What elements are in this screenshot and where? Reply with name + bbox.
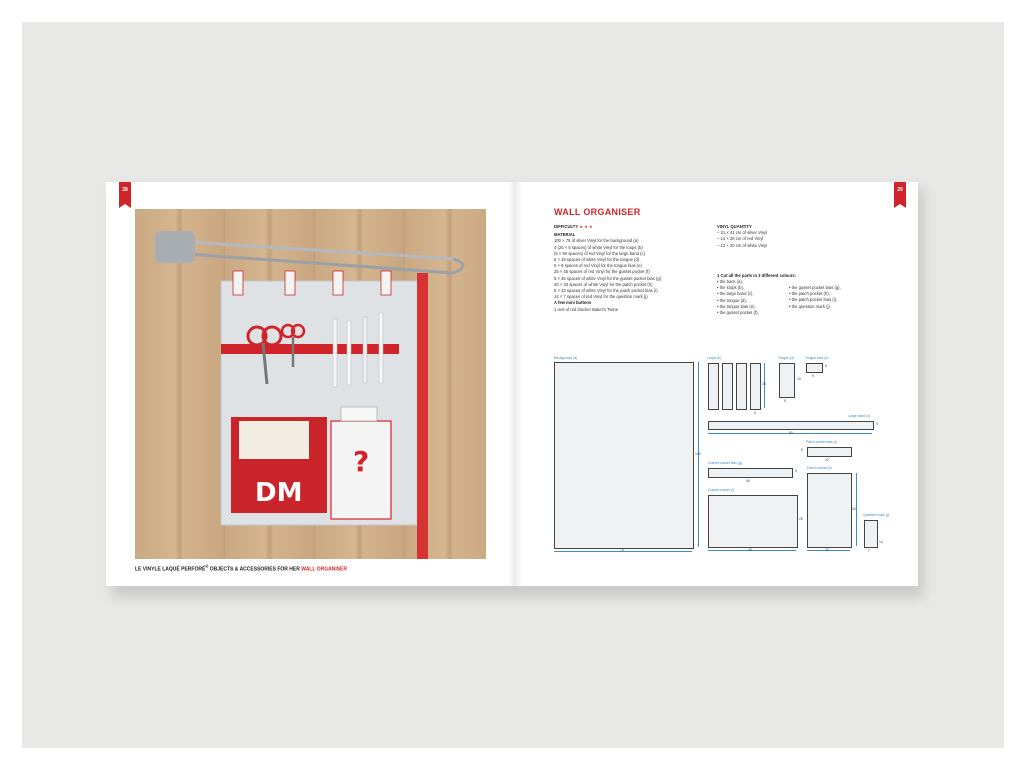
piece-loop — [722, 363, 733, 410]
page-title: WALL ORGANISER — [554, 207, 641, 217]
material-item: 5 × 19 spaces of white Vinyl for the tongue (d) — [554, 257, 640, 263]
dim-patch-pocket-h: 40 — [852, 507, 856, 511]
material-item: 40 × 33 spaces of white Vinyl for the patch pocket (h) — [554, 281, 653, 287]
pocket-letters: DM — [255, 478, 303, 508]
piece-label-tongue-bias: Tongue bias (e) — [805, 356, 829, 360]
ruler-icon — [417, 273, 428, 559]
piece-label-large-band: Large band (c) — [848, 414, 871, 418]
difficulty-label: DIFFICULTY — [554, 224, 579, 229]
material-item: (5 × 90 spaces) of red Vinyl for the large band (c) — [554, 250, 646, 256]
dim-large-band-w: 90 — [789, 431, 793, 435]
book-gutter — [508, 182, 522, 586]
caption-accent: WALL ORGANISER — [301, 566, 347, 573]
dim-patch-pocket-bias-w: 22 — [825, 458, 829, 462]
piece-gusset-pocket — [708, 495, 798, 548]
caption-registered-mark: ® — [205, 564, 209, 569]
cut-item: • the loops (b), — [717, 285, 745, 291]
piece-label-question-mark: Question mark (j) — [863, 513, 890, 517]
dim-tongue-w: 5 — [784, 399, 786, 403]
material-item: A few mini buttons — [554, 300, 592, 306]
piece-large-band — [708, 421, 874, 430]
piece-background — [554, 362, 694, 549]
dim-background-w: 75 — [620, 548, 624, 552]
dim-gusset-pocket-w: 45 — [748, 548, 752, 552]
dim-tongue-h: 19 — [797, 377, 801, 381]
vinyl-item: – 31 × 41 cm of silver Vinyl — [717, 230, 768, 236]
dim-question-mark-h: 14 — [879, 540, 883, 544]
material-item: 100 × 75 of silver Vinyl for the background (a) — [554, 238, 639, 244]
material-column — [554, 224, 714, 313]
red-band — [221, 344, 399, 354]
piece-label-background: Background (a) — [554, 356, 578, 360]
vinyl-item: – 12 × 20 cm of white Vinyl — [717, 242, 768, 248]
safety-pin-icon — [155, 231, 463, 273]
dim-patch-pocket-w: 33 — [825, 548, 829, 552]
piece-loop — [736, 363, 747, 410]
cut-item: • the patch pocket (h), — [789, 291, 830, 297]
dim-tongue-bias-h: 5 — [825, 364, 827, 368]
dim-loops-h: 25 — [762, 382, 766, 386]
vinyl-column — [717, 224, 892, 316]
vinyl-item: – 14 × 26 cm of red Vinyl — [717, 236, 764, 242]
caption-mid: OBJECTS & ACCESSORIES FOR HER — [208, 566, 302, 573]
piece-label-loops: Loops (b) — [707, 356, 722, 360]
dim-question-mark-w: 7 — [868, 549, 870, 553]
material-item: 25 × 45 spaces of red Vinyl for the gusset pocket (f) — [554, 269, 650, 275]
cut-item: • the tongue bias (e), — [717, 303, 756, 309]
left-page-number: 28 — [119, 182, 131, 204]
piece-label-patch-pocket: Patch pocket (h) — [807, 466, 832, 470]
cut-item: • the tongue (d), — [717, 297, 747, 303]
material-item: 5 × 22 spaces of white Vinyl for the patch pocket bias (i) — [554, 288, 658, 294]
cut-item: • the gusset pocket bias (g), — [789, 285, 841, 291]
material-item: 1 reel of red blocker Baker's Twine — [554, 306, 619, 312]
cut-item: • the patch pocket bias (i), — [789, 297, 838, 303]
piece-patch-pocket — [807, 473, 852, 548]
dim-patch-pocket-bias-h: 5 — [801, 448, 803, 452]
material-item: 4 (25 × 5 spaces) of white Vinyl for the loops (b) — [554, 244, 643, 250]
piece-tongue-bias — [806, 363, 823, 373]
wall-organiser-photo — [135, 209, 486, 559]
dim-large-band-h: 5 — [876, 422, 878, 426]
cut-item: • the gusset pocket (f), — [717, 310, 759, 316]
material-item: 14 × 7 spaces of red Vinyl for the question mark (j) — [554, 294, 648, 300]
cut-item: • the large band (c), — [717, 291, 754, 297]
cut-instructions: 1 Cut all the parts in 3 different colours: — [717, 272, 797, 278]
dim-gusset-pocket-bias-w: 45 — [746, 479, 750, 483]
material-item: 5 × 45 spaces of white Vinyl for the gusset pocket bias (g) — [554, 275, 662, 281]
photo-caption — [135, 564, 347, 573]
cut-item: • the back (a), — [717, 279, 743, 285]
difficulty-stars: ★ ★ ★ — [579, 224, 593, 229]
dim-loops-w: 5 — [754, 411, 756, 415]
caption-prefix: LE VINYLE LAQUÉ PERFORÉ — [135, 566, 206, 573]
piece-label-patch-pocket-bias: Patch pocket bias (i) — [806, 440, 837, 444]
piece-question-mark — [864, 520, 878, 548]
piece-patch-pocket-bias — [807, 447, 852, 457]
piece-gusset-pocket-bias — [708, 468, 793, 478]
piece-loop — [750, 363, 761, 410]
cut-item: • the question mark (j). — [789, 303, 831, 309]
vinyl-label: VINYL QUANTITY — [717, 224, 752, 229]
piece-label-gusset-pocket: Gusset pocket (f) — [708, 488, 734, 492]
material-item: 5 × 9 spaces of red Vinyl for the tongue bias (e) — [554, 263, 643, 269]
open-book-spread — [106, 182, 918, 586]
photo-illustration — [135, 209, 486, 559]
piece-loop — [708, 363, 719, 410]
piece-tongue — [779, 363, 795, 398]
material-label: MATERIAL — [554, 232, 576, 238]
right-page-number: 29 — [894, 182, 906, 204]
dim-gusset-pocket-h: 25 — [799, 517, 803, 521]
question-mark-symbol: ? — [353, 445, 370, 478]
dim-background-h: 100 — [695, 452, 701, 456]
piece-label-tongue: Tongue (d) — [778, 356, 795, 360]
dim-tongue-bias-w: 9 — [812, 374, 814, 378]
dim-gusset-pocket-bias-h: 5 — [795, 469, 797, 473]
cut-lists — [717, 279, 892, 316]
piece-label-gusset-pocket-bias: Gusset pocket bias (g) — [708, 461, 742, 465]
